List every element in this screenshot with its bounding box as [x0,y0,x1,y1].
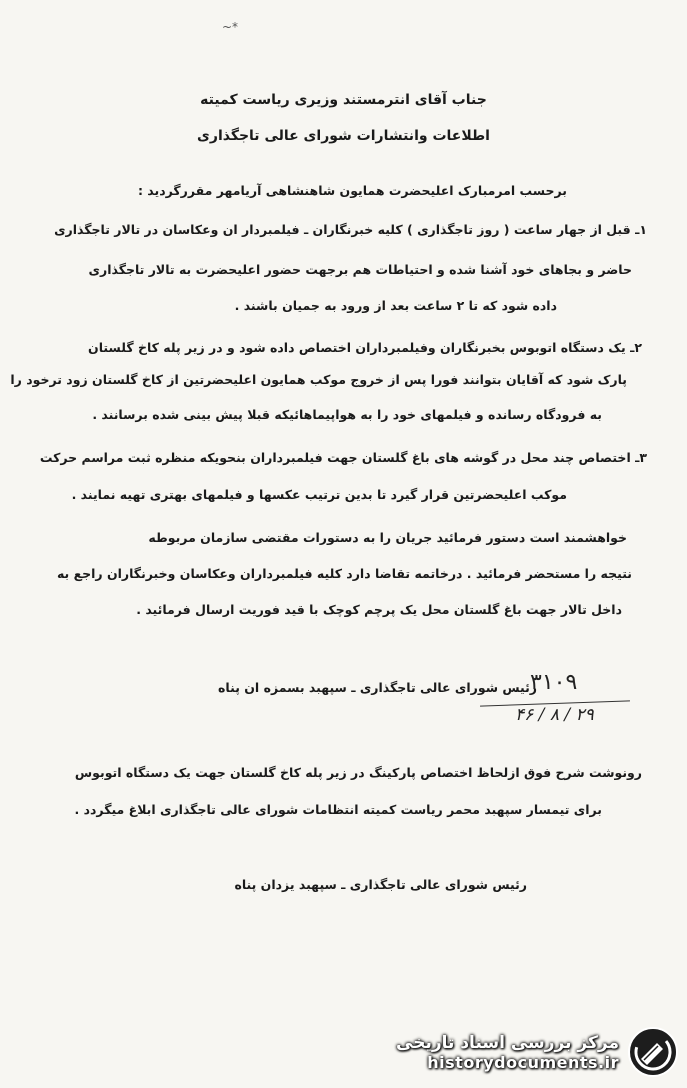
corner-mark: ~* [222,20,239,34]
watermark-text [396,1033,619,1072]
paragraph-1-line-2: ۱ـ قبل از جهار ساعت ( روز تاجگذاری ) کلیه خبرنگاران ـ فیلمبردار ان وعکاسان در تالار تاجگذاری [54,222,647,237]
paragraph-2-line-1: خواهشمند است دستور فرمائید جریان را به دستورات مقتضی سازمان مربوطه [148,530,627,545]
paragraph-1-line-1: برحسب امرمبارک اعلیحضرت همایون شاهنشاهی آریامهر مقررگردید : [137,183,567,198]
item-2-line-2: پارک شود که آقایان بتوانند فورا پس از خروج موکب همایون اعلیحضرتین از کاخ گلستان زود ترخود را [10,372,627,387]
signature-1: رئیس شورای عالی تاجگذاری ـ سپهبد بسمزه ان پناه [218,680,537,695]
reference-number: ۳۱۰۹ [530,670,578,695]
item-3-line-1: ۳ـ اختصاص چند محل در گوشه های باغ گلستان جهت فیلمبرداران بنحویکه منظره ثبت مراسم حرکت [39,450,647,465]
item-2-line-1: ۲ـ یک دستگاه اتوبوس بخبرنگاران وفیلمبرداران اختصاص داده شود و در زیر پله کاخ گلستان [88,340,642,355]
signature-2: رئیس شورای عالی تاجگذاری ـ سپهبد یزدان پناه [234,877,527,892]
paragraph-1-line-3: حاضر و بجاهای خود آشنا شده و احتیاطات هم برجهت حضور اعلیحضرت به تالار تاجگذاری [88,262,632,277]
reference-date: ۲۹ / ۸ / ۴۶ [515,705,594,725]
watermark-url: historydocuments.ir [427,1052,619,1072]
paragraph-2-line-2: نتیجه را مستحضر فرمائید . درخاتمه تقاضا دارد کلیه فیلمبرداران وعکاسان وخبرنگاران راجع به [56,566,632,581]
addressee-line-1: جناب آقای انترمستند وزیری ریاست کمیته [200,92,487,108]
watermark-footer [396,1022,679,1082]
postscript-line-1: رونوشت شرح فوق ازلحاظ اختصاص پارکینگ در زیر پله کاخ گلستان جهت یک دستگاه اتوبوس [74,765,642,780]
history-documents-logo-icon [627,1026,679,1078]
watermark-title: مرکز بررسی اسناد تاریخی [396,1032,619,1053]
item-3-line-2: موکب اعلیحضرتین قرار گیرد تا بدین ترتیب عکسها و فیلمهای بهتری تهیه نمایند . [71,487,567,502]
item-2-line-3: به فرودگاه رسانده و فیلمهای خود را به هواپیماهائیکه قبلا پیش بینی شده برسانند . [92,407,602,422]
paragraph-1-line-4: داده شود که تا ۲ ساعت بعد از ورود به جمیان باشند . [234,298,557,313]
addressee-line-2: اطلاعات وانتشارات شورای عالی تاجگذاری [197,128,490,144]
paragraph-2-line-3: داخل تالار جهت باغ گلستان محل یک پرچم کوچک با قید فوریت ارسال فرمائید . [136,602,622,617]
postscript-line-2: برای تیمسار سپهبد محمر ریاست کمیته انتظامات شورای عالی تاجگذاری ابلاغ میگردد . [74,802,602,817]
